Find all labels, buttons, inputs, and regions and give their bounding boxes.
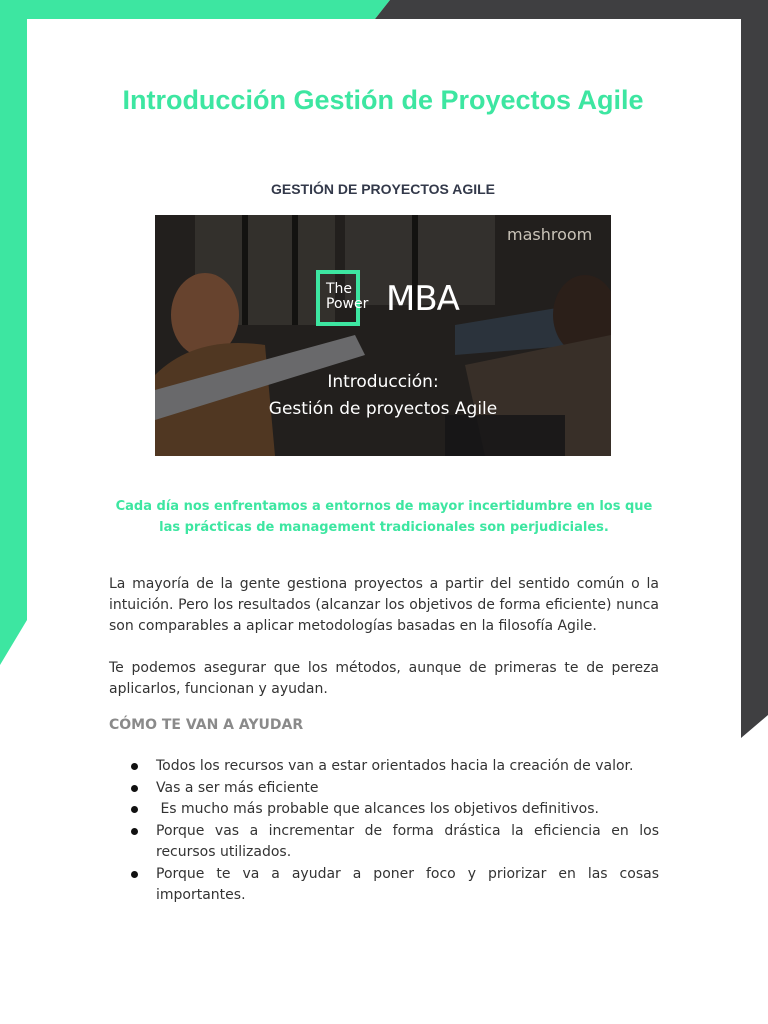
bullet-icon xyxy=(131,871,138,878)
hero-image xyxy=(155,215,611,456)
list-item-text: Vas a ser más eficiente xyxy=(156,779,319,796)
list-item xyxy=(109,756,659,778)
list-item-text: Es mucho más probable que alcances los objetivos definitivos. xyxy=(156,801,599,817)
hero-photo-illustration xyxy=(155,215,611,456)
list-item-text: Porque te va a ayudar a poner foco y priorizar en las cosas importantes. xyxy=(156,865,659,903)
list-item xyxy=(109,778,659,800)
body-paragraph-1: La mayoría de la gente gestiona proyectos a partir del sentido común o la intuición. Pero los resultados (alcanzar los objetivos de forma eficiente) nunca son comparables a aplicar metodologías basadas en la filosofía Agile. xyxy=(109,576,659,634)
bullet-icon xyxy=(131,806,138,813)
bullet-icon xyxy=(131,763,138,770)
page-title: Introducción Gestión de Proyectos Agile xyxy=(122,85,644,115)
lead-paragraph: Cada día nos enfrentamos a entornos de mayor incertidumbre en los que las prácticas de management tradicionales son perjudiciales. xyxy=(115,499,653,535)
logo-mba: MBA xyxy=(386,279,459,319)
list-item xyxy=(109,799,659,821)
bullet-icon xyxy=(131,828,138,835)
logo-power: Power xyxy=(326,296,369,312)
list-item-text: Porque vas a incrementar de forma drástica la eficiencia en los recursos utilizados. xyxy=(156,822,659,860)
list-item-text: Todos los recursos van a estar orientados hacia la creación de valor. xyxy=(156,758,634,774)
hero-background-sign: mashroom xyxy=(507,225,593,244)
page-subtitle: GESTIÓN DE PROYECTOS AGILE xyxy=(270,181,496,197)
logo-text-the-power xyxy=(326,282,368,312)
logo-the: The xyxy=(326,281,353,297)
hero-caption-line1: Introducción: xyxy=(327,372,439,392)
list-item xyxy=(109,864,659,907)
list-item xyxy=(109,821,659,864)
body-paragraph-2: Te podemos asegurar que los métodos, aunque de primeras te de pereza aplicarlos, funcionan y ayudan. xyxy=(109,660,659,697)
bullet-icon xyxy=(131,785,138,792)
benefits-list xyxy=(109,756,659,907)
section-heading: CÓMO TE VAN A AYUDAR xyxy=(109,717,304,733)
hero-caption-line2: Gestión de proyectos Agile xyxy=(268,399,498,419)
